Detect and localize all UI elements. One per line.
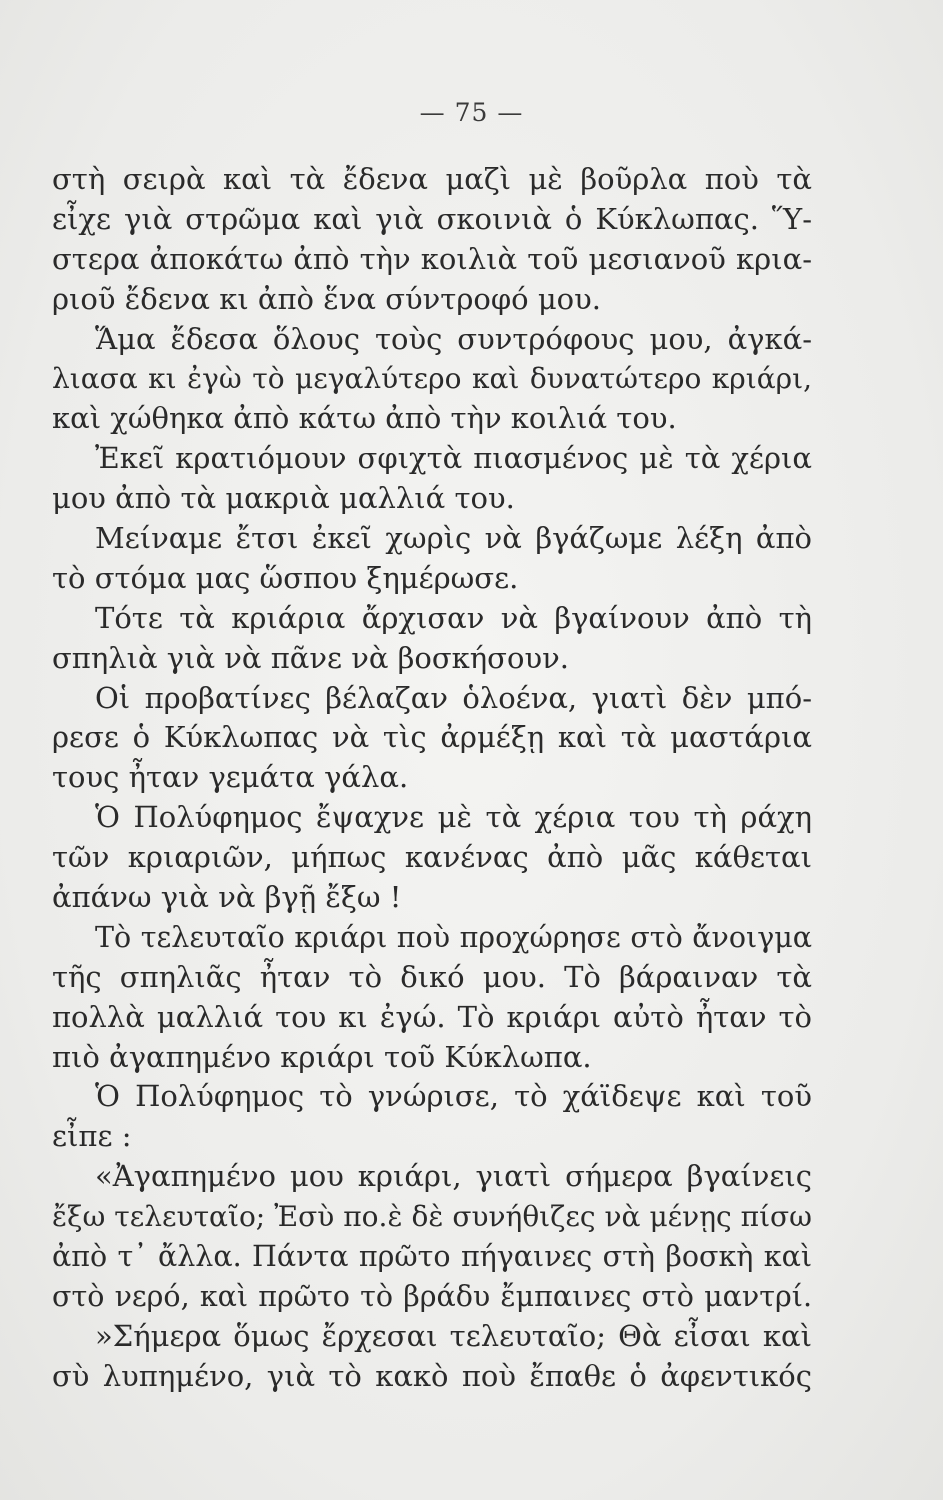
- text-line: τῆς σπηλιᾶς ἦταν τὸ δικό μου. Τὸ βάραιναν τὰ: [52, 959, 812, 994]
- text-line: Μείναμε ἔτσι ἐκεῖ χωρὶς νὰ βγάζωμε λέξη ἀπὸ: [95, 521, 812, 556]
- text-line: στὸ νερό, καὶ πρῶτο τὸ βράδυ ἔμπαινες στὸ μαντρί.: [52, 1279, 812, 1313]
- text-line: σὺ λυπημένο, γιὰ τὸ κακὸ ποὺ ἔπαθε ὁ ἀφεντικός: [52, 1358, 812, 1393]
- text-line: ἔξω τελευταῖο; Ἐσὺ πο.ὲ δὲ συνήθιζες νὰ μένῃς πίσω: [52, 1200, 812, 1234]
- text-line: τῶν κριαριῶν, μήπως κανένας ἀπὸ μᾶς κάθεται: [52, 840, 812, 875]
- body-text: [52, 160, 812, 1397]
- text-line: σπηλιὰ γιὰ νὰ πᾶνε νὰ βοσκήσουν.: [52, 640, 569, 675]
- text-line: μου ἀπὸ τὰ μακριὰ μαλλιά του.: [52, 481, 515, 516]
- text-line: πολλὰ μαλλιά του κι ἐγώ. Τὸ κριάρι αὐτὸ ἦταν τὸ: [52, 999, 812, 1034]
- page-number: — 75 —: [419, 98, 524, 127]
- text-line: εἶχε γιὰ στρῶμα καὶ γιὰ σκοινιὰ ὁ Κύκλωπας. Ὕ-: [52, 201, 812, 236]
- text-line: «Ἀγαπημένο μου κριάρι, γιατὶ σήμερα βγαίνεις: [95, 1159, 812, 1194]
- text-line: Ὁ Πολύφημος τὸ γνώρισε, τὸ χάϊδεψε καὶ τοῦ: [95, 1079, 812, 1114]
- text-line: ἀπάνω γιὰ νὰ βγῇ ἔξω !: [52, 880, 402, 915]
- text-line: Ὁ Πολύφημος ἔψαχνε μὲ τὰ χέρια του τὴ ράχη: [95, 800, 812, 835]
- text-line: τους ἦταν γεμάτα γάλα.: [52, 760, 409, 795]
- text-line: Τὸ τελευταῖο κριάρι ποὺ προχώρησε στὸ ἄνοιγμα: [95, 920, 812, 954]
- text-line: Τότε τὰ κριάρια ἄρχισαν νὰ βγαίνουν ἀπὸ τὴ: [95, 600, 812, 635]
- text-line: Ἐκεῖ κρατιόμουν σφιχτὰ πιασμένος μὲ τὰ χέρια: [95, 441, 812, 476]
- text-line: εἶπε :: [52, 1119, 132, 1154]
- text-line: Οἱ προβατίνες βέλαζαν ὁλοένα, γιατὶ δὲν μπό-: [95, 680, 812, 715]
- text-line: πιὸ ἀγαπημένο κριάρι τοῦ Κύκλωπα.: [52, 1039, 592, 1074]
- text-line: ρεσε ὁ Κύκλωπας νὰ τὶς ἀρμέξῃ καὶ τὰ μαστάρια: [52, 720, 812, 755]
- text-line: λιασα κι ἐγὼ τὸ μεγαλύτερο καὶ δυνατώτερο κριάρι,: [52, 362, 812, 396]
- text-line: καὶ χώθηκα ἀπὸ κάτω ἀπὸ τὴν κοιλιά του.: [52, 401, 677, 436]
- text-line: ἀπὸ τ᾽ ἄλλα. Πάντα πρῶτο πήγαινες στὴ βοσκὴ καὶ: [52, 1240, 812, 1274]
- text-line: ριοῦ ἔδενα κι ἀπὸ ἕνα σύντροφό μου.: [52, 281, 601, 316]
- text-line: »Σήμερα ὅμως ἔρχεσαι τελευταῖο; Θὰ εἶσαι καὶ: [95, 1318, 812, 1353]
- text-line: Ἅμα ἔδεσα ὅλους τοὺς συντρόφους μου, ἀγκά-: [95, 321, 812, 356]
- text-line: τὸ στόμα μας ὥσπου ξημέρωσε.: [52, 560, 519, 595]
- text-line: στερα ἀποκάτω ἀπὸ τὴν κοιλιὰ τοῦ μεσιανοῦ κρια-: [52, 241, 812, 276]
- text-line: στὴ σειρὰ καὶ τὰ ἔδενα μαζὶ μὲ βοῦρλα ποὺ τὰ: [52, 162, 812, 196]
